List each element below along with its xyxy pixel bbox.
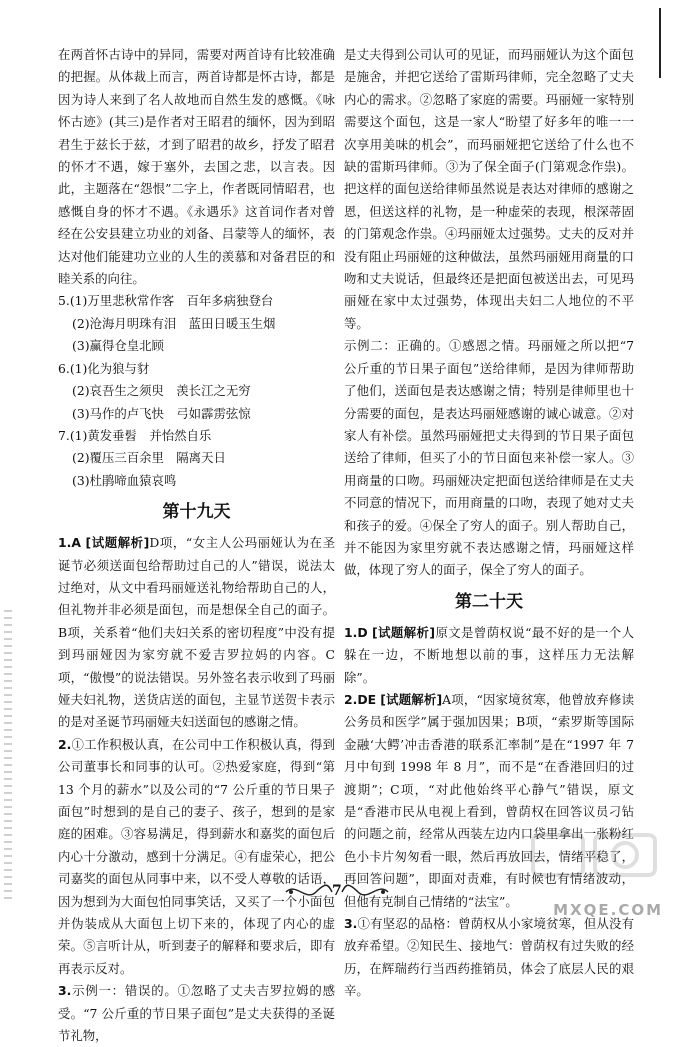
watermark-text: MXQE.COM [553,901,663,919]
day19-q3-example-2: 示例二：正确的。①感恩之情。玛丽娅之所以把“7 公斤重的节日果子面包”送给律师，是因为律师帮助了他们，送面包是表达感谢之情；特别是律师里也十分需要的面包，是表达玛丽娅感谢的诚心诚意。②对家人有补偿。虽然玛丽娅把丈夫得到的节日果子面包送给了律师，但买了小的节日面包来补偿一家人。③用商量的口吻。玛丽娅决定把面包送给律师是在丈夫不同意的情况下，而用商量的口吻，表现了她对丈夫和孩子的爱。④保全了穷人的面子。别人帮助自己，并不能因为家里穷就不表达感谢之情，玛丽娅这样做，体现了穷人的面子，保全了穷人的面子。 [344,338,634,578]
day20-question-1 [344,622,634,689]
day19-q1-tag: [试题解析] [85,535,150,551]
day19-q2-label: 2. [58,736,72,752]
day19-q3-label: 3. [58,983,72,999]
day19-q3-text: 示例一：错误的。①忽略了丈夫吉罗拉姆的感受。“7 公斤重的节日果子面包”是丈夫获得的圣诞节礼物， [58,983,335,1044]
answer-5-1: 5.(1)万里悲秋常作客 百年多病独登台 [58,293,274,309]
intro-paragraph: 在两首怀古诗中的异同，需要对两首诗有比较准确的把握。从体裁上而言，两首诗都是怀古诗，都是因为诗人来到了名人故地而自然生发的感慨。《咏怀古迹》(其三)是作者对王昭君的缅怀，因为到昭君生于兹长于兹，才到了昭君的故乡，抒发了昭君的怀才不遇，嫁于塞外，去国之悲，以言表。因此，主题落在“怨恨”二字上，作者既同情昭君，也感慨自身的怀才不遇。《永遇乐》这首词作者对曾经在公安县建立功业的刘备、吕蒙等人的缅怀，表达对他们能建功立业的人生的羡慕和对备君臣的和睦关系的向往。 [58,47,335,287]
day19-question-2 [58,734,335,980]
day20-question-3 [344,913,634,1003]
day19-q1-label: 1.A [58,535,81,551]
day20-q3-text: ①有坚忍的品格：曾荫权从小家境贫寒，但从没有放弃希望。②知民生、接地气：曾荫权有过失败的经历，在辉瑞药行当西药推销员，体会了底层人民的艰辛。 [344,916,634,999]
day19-question-3 [58,980,335,1047]
top-right-rule [659,8,661,78]
section-heading-day-19: 第十九天 [162,502,231,523]
section-heading-day-20: 第二十天 [455,591,523,612]
day20-q1-label: 1.D [344,624,368,640]
answer-7-3: (3)杜鹃啼血猿哀鸣 [72,472,177,488]
day20-q3-label: 3. [344,916,358,932]
day19-question-1 [58,532,335,734]
answer-6-3: (3)马作的卢飞快 弓如霹雳弦惊 [72,405,251,421]
day19-q2-text: ①工作积极认真，在公司中工作积极认真，得到公司董事长和同事的认可。②热爱家庭，得到“第 13 个月的薪水”以及公司的“7 公斤重的节日果子面包”时想到的是自己的妻子、孩子，想到的是家庭的困难。③容易满足，得到薪水和嘉奖的面包后内心十分激动，感到十分满足。④有虚荣心，把公司嘉奖的面包从同事中来，以不受人尊敬的话语，因为想到为大面包怕同事笑话，又买了一个小面包并伪装成从大面包上切下来的，体现了内心的虚荣。⑤言听计从，听到妻子的解释和要求后，即有再表示反对。 [58,736,335,976]
binding-margin-marks [4,610,12,900]
day19-q1-text: D项，“女主人公玛丽娅认为在圣诞节必须送面包给帮助过自己的人”错误，说法太过绝对，从文中看玛丽娅送礼物给帮助自己的人，但礼物并非必须是面包，而是想保全自己的面子。B项，关系着“他们夫妇关系的密切程度”中没有提到玛丽娅因为家穷就不爱吉罗拉妈的内容。C项，“傲慢”的说法错误。另外签名表示收到了玛丽娅夫妇礼物，送货店送的面包，主显节送贺卡表示的是对圣诞节玛丽娅夫妇送面包的感谢之情。 [58,535,335,730]
day19-q3-continued: 是丈夫得到公司认可的见证，而玛丽娅认为这个面包是施舍，并把它送给了雷斯玛律师，完全忽略了丈夫内心的需求。②忽略了家庭的需要。玛丽娅一家特别需要这个面包，这是一家人“盼望了好多年的唯一一次享用美味的机会”，而玛丽娅把它送给了什么也不缺的雷斯玛律师。③为了保全面子(门第观念作祟)。把这样的面包送给律师虽然说是表达对律师的感谢之恩，但送这样的礼物，是一种虚荣的表现，根深蒂固的门第观念作祟。④玛丽娅太过强势。丈夫的反对并没有阻止玛丽娅的这种做法，虽然玛丽娅用商量的口吻和丈夫说话，但最终还是把面包被送出去，可见玛丽娅在家中太过强势，体现出夫妇二人地位的不平等。 [344,47,634,331]
day20-q1-text: 原文是曾荫权说“最不好的是一个人躲在一边，不断地想以前的事，这样压力无法解除”。 [344,624,634,685]
day20-q2-text: A项，“因家境贫寒，他曾放弃修读公务员和医学”属于强加因果；B项，“索罗斯等国际金融‘大鳄’冲击香港的联系汇率制”是在“1997 年 7 月中旬到 1998 年 8 月”，而不是“在香港回归的过渡期”；C项，“对此他始终平心静气”错误，原文是“香港市民从电视上看到，曾荫权在回答议员刁钻的问题之前，经常从西装左边内口袋里拿出一张粉红色小卡片匆匆看一眼，然后再放回去，情绪平稳了，再回答问题”，即面对责难，有时候也有情绪波动，但他有克制自己情绪的“法宝”。 [344,691,634,909]
day20-q1-tag: [试题解析] [372,624,436,640]
answer-5-3: (3)赢得仓皇北顾 [72,338,164,354]
day20-q2-label: 2.DE [344,691,377,707]
answer-7-2: (2)覆压三百余里 隔离天日 [72,450,226,466]
day20-q2-tag: [试题解析] [380,691,443,707]
answer-5-2: (2)沧海月明珠有泪 蓝田日暖玉生烟 [72,315,276,331]
answer-7-1: 7.(1)黄发垂髫 并怡然自乐 [58,427,212,443]
answer-6-2: (2)哀吾生之须臾 羡长江之无穷 [72,383,251,399]
answer-6-1: 6.(1)化为狼与豺 [58,360,150,376]
page-number: 7 [332,883,342,899]
watermark-logo-icon [525,825,665,905]
